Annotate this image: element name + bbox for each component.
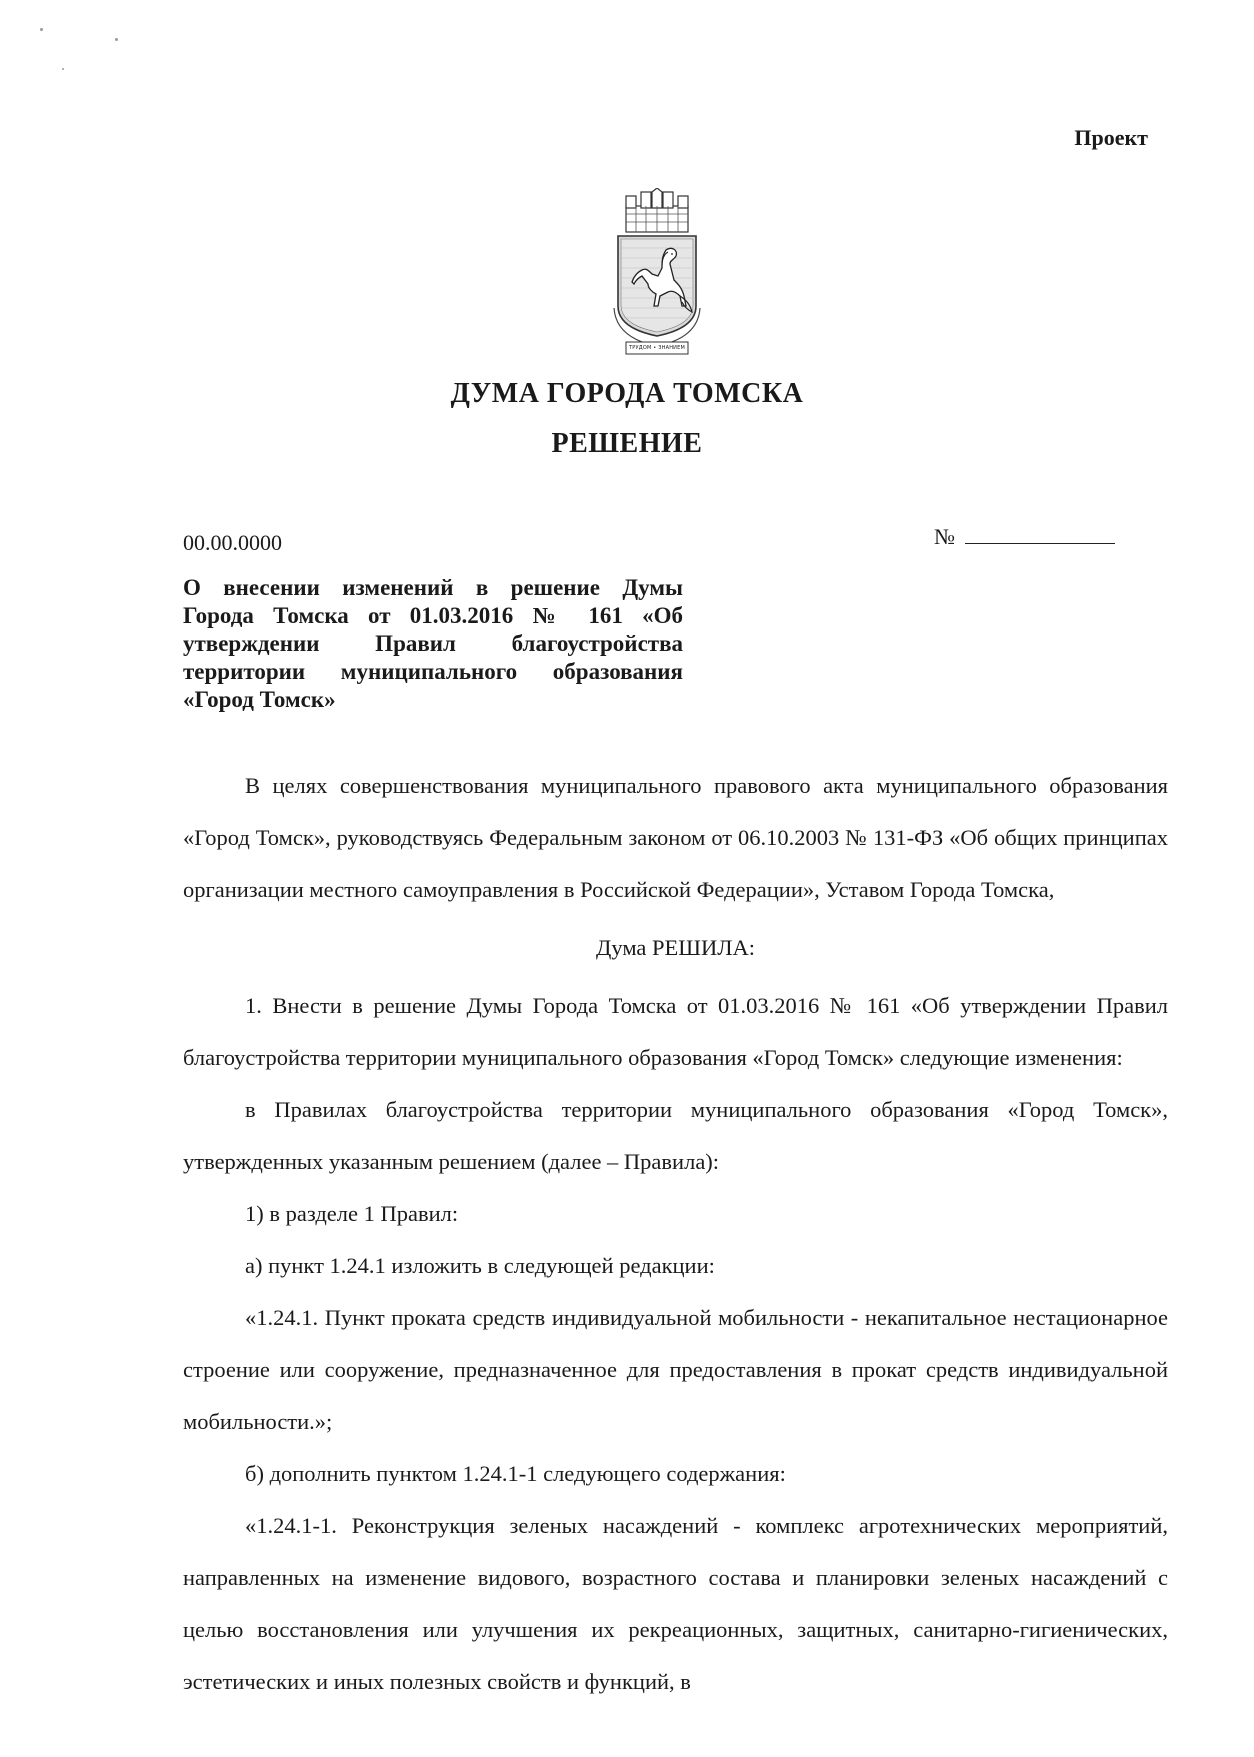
- preamble-paragraph: В целях совершенствования муниципального правового акта муниципального образования «Город Томск», руководствуясь Федеральным законом от 06.10.2003 № 131-ФЗ «Об общих принципах организации местного самоуправления в Российской Федерации», Уставом Города Томска,: [183, 773, 1168, 902]
- number-label: №: [934, 524, 955, 549]
- document-number: [934, 524, 1115, 550]
- subject-line: «Город Томск»: [183, 687, 336, 712]
- body-paragraph: «1.24.1-1. Реконструкция зеленых насаждений - комплекс агротехнических мероприятий, направленных на изменение видового, возрастного состава и планировки зеленых насаждений с целью восстановления или улучшения их рекреационных, защитных, санитарно-гигиенических, эстетических и иных полезных свойств и функций, в: [183, 1513, 1168, 1694]
- body-paragraph: 1) в разделе 1 Правил:: [245, 1201, 459, 1226]
- subject-line: О внесении изменений в решение Думы: [183, 575, 683, 600]
- body-paragraph: 1. Внести в решение Думы Города Томска от 01.03.2016 № 161 «Об утверждении Правил благоустройства территории муниципального образования «Город Томск» следующие изменения:: [183, 993, 1168, 1070]
- tomsk-coat-of-arms-icon: [612, 188, 702, 360]
- body-paragraph: б) дополнить пунктом 1.24.1-1 следующего содержания:: [245, 1461, 786, 1486]
- document-body: [183, 760, 1168, 1708]
- body-paragraph: в Правилах благоустройства территории муниципального образования «Город Томск», утвержденных указанным решением (далее – Правила):: [183, 1097, 1168, 1174]
- scan-speck: [115, 38, 118, 41]
- scan-speck: [62, 68, 64, 70]
- document-subject: [183, 574, 683, 714]
- emblem-motto: ТРУДОМ • ЗНАНИЕМ: [629, 345, 685, 351]
- number-blank-line: [965, 525, 1115, 544]
- document-type: РЕШЕНИЕ: [551, 428, 703, 459]
- body-paragraph: а) пункт 1.24.1 изложить в следующей редакции:: [245, 1253, 715, 1278]
- scan-speck: [40, 28, 43, 31]
- document-date: 00.00.0000: [183, 530, 282, 555]
- project-label: Проект: [1074, 125, 1148, 150]
- organization-title: ДУМА ГОРОДА ТОМСКА: [450, 378, 804, 409]
- subject-line: территории муниципального образования: [183, 659, 683, 684]
- body-paragraph: «1.24.1. Пункт проката средств индивидуальной мобильности - некапитальное нестационарное строение или сооружение, предназначенное для предоставления в прокат средств индивидуальной мобильности.»;: [183, 1305, 1168, 1434]
- subject-line: утверждении Правил благоустройства: [183, 631, 683, 656]
- subject-line: Города Томска от 01.03.2016 № 161 «Об: [183, 603, 683, 628]
- decided-heading: Дума РЕШИЛА:: [596, 935, 755, 960]
